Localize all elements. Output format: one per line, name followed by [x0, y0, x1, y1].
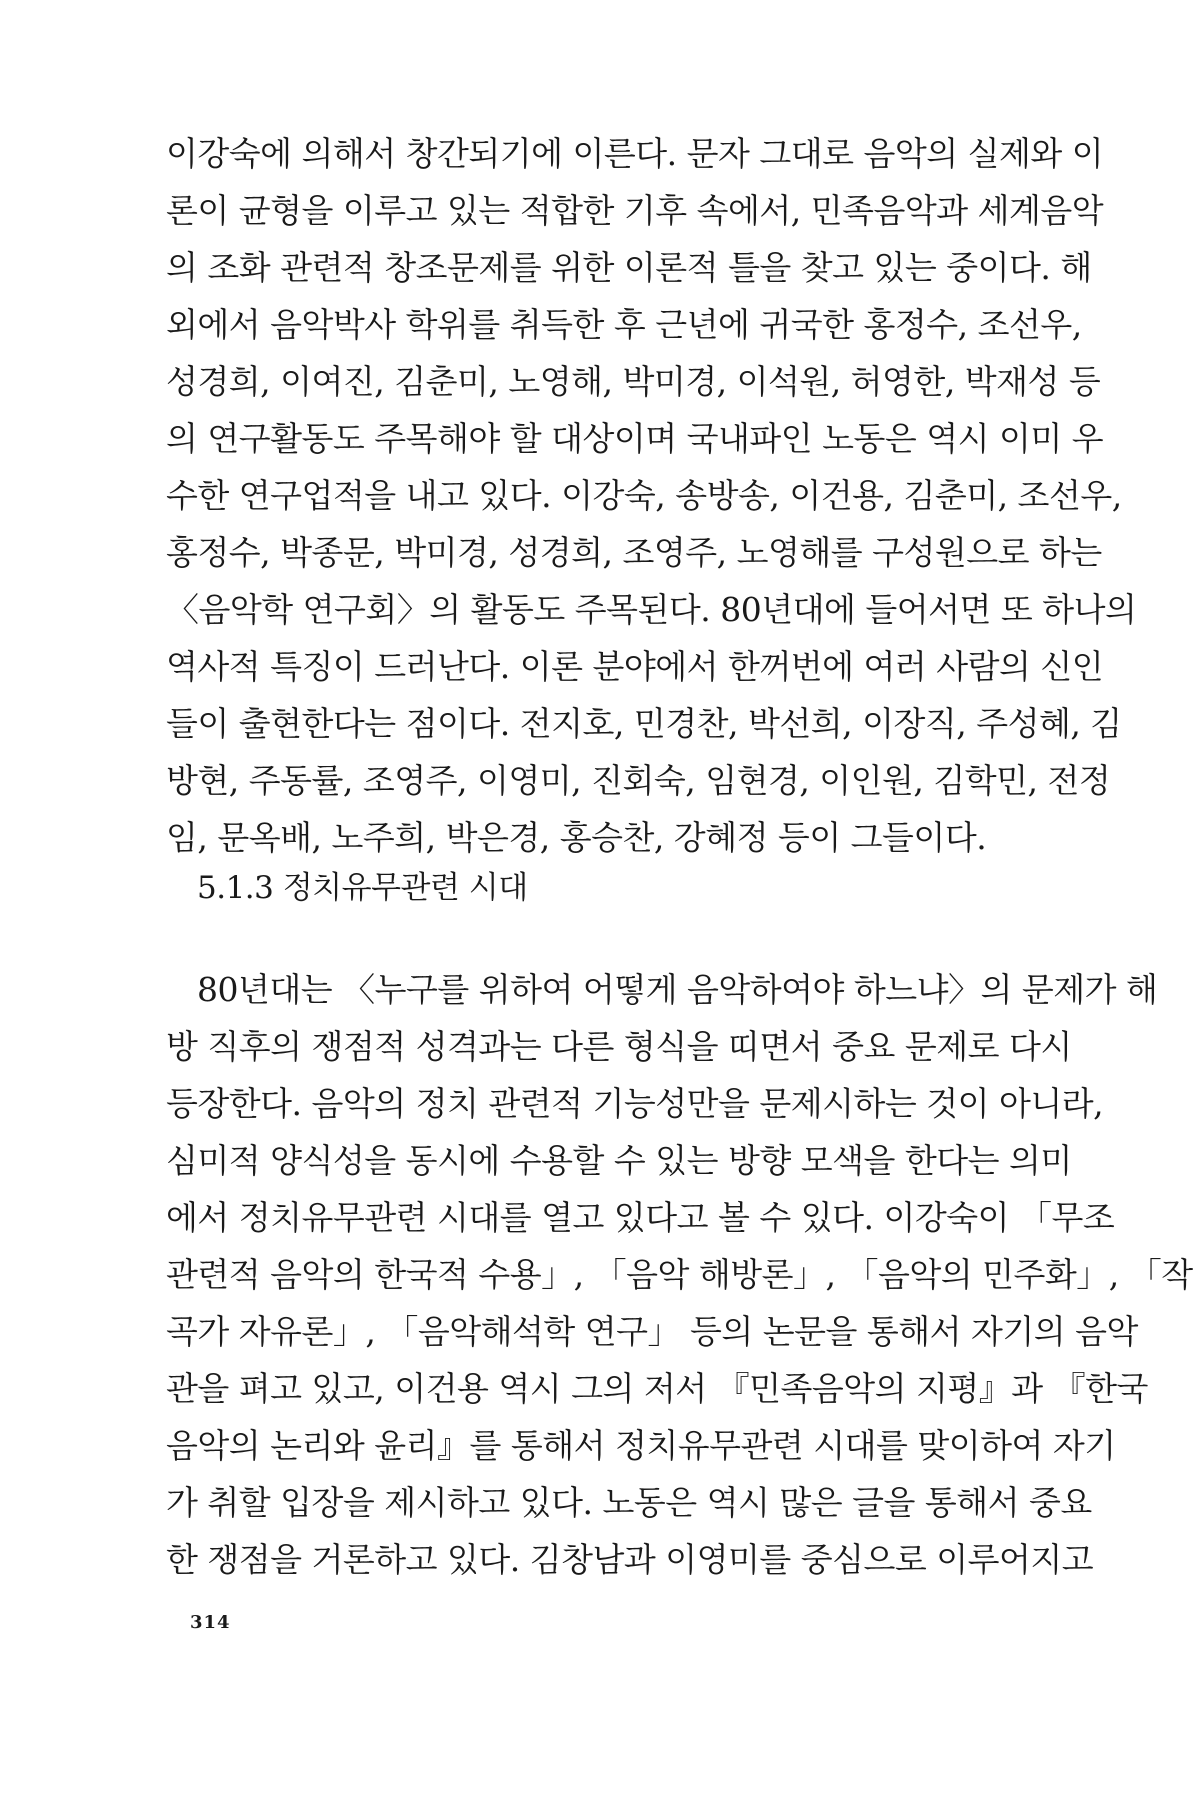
body-text-line: 론이 균형을 이루고 있는 적합한 기후 속에서, 민족음악과 세계음악 [166, 191, 1104, 230]
body-text-line: 외에서 음악박사 학위를 취득한 후 근년에 귀국한 홍정수, 조선우, [166, 305, 1082, 344]
body-text-line: 의 연구활동도 주목해야 할 대상이며 국내파인 노동은 역시 이미 우 [166, 419, 1104, 458]
body-text-line: 들이 출현한다는 점이다. 전지호, 민경찬, 박선희, 이장직, 주성혜, 김 [166, 704, 1122, 743]
body-text-line: 이강숙에 의해서 창간되기에 이른다. 문자 그대로 음악의 실제와 이 [166, 134, 1104, 173]
section-heading: 5.1.3 정치유무관련 시대 [197, 870, 528, 906]
body-text-line: 관련적 음악의 한국적 수용」, 「음악 해방론」, 「음악의 민주화」, 「작 [166, 1255, 1193, 1294]
body-text-line: 에서 정치유무관련 시대를 열고 있다고 볼 수 있다. 이강숙이 「무조 [166, 1198, 1115, 1237]
body-text-line: 80년대는 〈누구를 위하여 어떻게 음악하여야 하느냐〉의 문제가 해 [197, 970, 1158, 1009]
body-text-line: 방 직후의 쟁점적 성격과는 다른 형식을 띠면서 중요 문제로 다시 [166, 1027, 1072, 1066]
body-text-line: 홍정수, 박종문, 박미경, 성경희, 조영주, 노영해를 구성원으로 하는 [166, 533, 1102, 572]
body-text-line: 등장한다. 음악의 정치 관련적 기능성만을 문제시하는 것이 아니라, [166, 1084, 1104, 1123]
body-text-line: 가 취할 입장을 제시하고 있다. 노동은 역시 많은 글을 통해서 중요 [166, 1483, 1092, 1522]
body-text-line: 한 쟁점을 거론하고 있다. 김창남과 이영미를 중심으로 이루어지고 [166, 1540, 1094, 1579]
body-text-line: 역사적 특징이 드러난다. 이론 분야에서 한꺼번에 여러 사람의 신인 [166, 647, 1104, 686]
body-text-line: 관을 펴고 있고, 이건용 역시 그의 저서 『민족음악의 지평』과 『한국 [166, 1369, 1148, 1408]
body-text-line: 〈음악학 연구회〉의 활동도 주목된다. 80년대에 들어서면 또 하나의 [166, 590, 1137, 629]
body-text-line: 곡가 자유론」, 「음악해석학 연구」 등의 논문을 통해서 자기의 음악 [166, 1312, 1138, 1351]
body-text-line: 임, 문옥배, 노주희, 박은경, 홍승찬, 강혜정 등이 그들이다. [166, 818, 987, 857]
page-number: 314 [190, 1612, 231, 1633]
body-text-line: 심미적 양식성을 동시에 수용할 수 있는 방향 모색을 한다는 의미 [166, 1141, 1072, 1180]
body-text-line: 성경희, 이여진, 김춘미, 노영해, 박미경, 이석원, 허영한, 박재성 등 [166, 362, 1101, 401]
body-text-line: 방현, 주동률, 조영주, 이영미, 진회숙, 임현경, 이인원, 김학민, 전정 [166, 761, 1111, 800]
body-text-line: 수한 연구업적을 내고 있다. 이강숙, 송방송, 이건용, 김춘미, 조선우, [166, 476, 1122, 515]
body-text-line: 음악의 논리와 윤리』를 통해서 정치유무관련 시대를 맞이하여 자기 [166, 1426, 1116, 1465]
body-text-line: 의 조화 관련적 창조문제를 위한 이론적 틀을 찾고 있는 중이다. 해 [166, 248, 1092, 287]
